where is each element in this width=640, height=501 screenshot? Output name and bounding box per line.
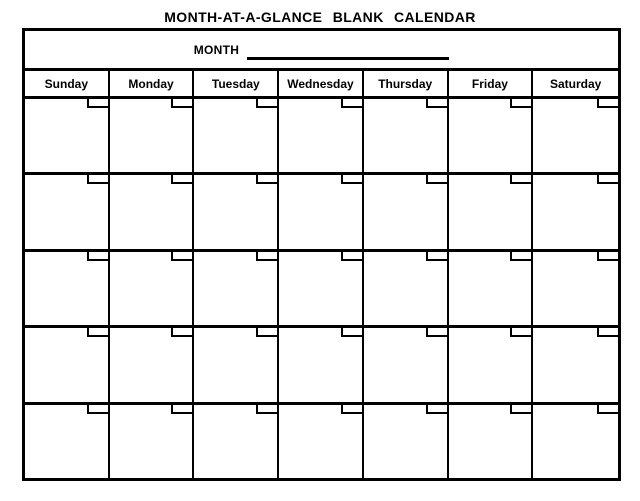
calendar-cell[interactable] (279, 328, 364, 401)
date-box[interactable] (171, 252, 192, 261)
calendar-cell[interactable] (110, 252, 195, 325)
calendar-cell[interactable] (279, 252, 364, 325)
calendar-cell[interactable] (25, 328, 110, 401)
calendar-cell[interactable] (533, 99, 618, 172)
calendar-cell[interactable] (110, 328, 195, 401)
date-box[interactable] (171, 405, 192, 414)
calendar-cell[interactable] (364, 175, 449, 248)
calendar-cell[interactable] (25, 405, 110, 478)
date-box[interactable] (256, 252, 277, 261)
date-box[interactable] (171, 175, 192, 184)
calendar-cell[interactable] (194, 175, 279, 248)
calendar-cell[interactable] (194, 328, 279, 401)
date-box[interactable] (341, 252, 362, 261)
calendar-cell[interactable] (194, 405, 279, 478)
calendar-cell[interactable] (364, 99, 449, 172)
week-row (25, 325, 618, 401)
calendar-cell[interactable] (364, 328, 449, 401)
date-box[interactable] (597, 328, 618, 337)
calendar-cell[interactable] (279, 175, 364, 248)
date-box[interactable] (256, 99, 277, 108)
date-box[interactable] (87, 328, 108, 337)
week-row (25, 402, 618, 478)
calendar-cell[interactable] (449, 175, 534, 248)
date-box[interactable] (87, 252, 108, 261)
date-box[interactable] (171, 328, 192, 337)
month-label: MONTH (193, 42, 240, 57)
calendar-cell[interactable] (194, 252, 279, 325)
calendar-cell[interactable] (25, 99, 110, 172)
calendar-cell[interactable] (449, 405, 534, 478)
calendar-cell[interactable] (279, 99, 364, 172)
date-box[interactable] (426, 252, 447, 261)
date-box[interactable] (597, 175, 618, 184)
calendar-cell[interactable] (449, 252, 534, 325)
day-header-wednesday: Wednesday (279, 71, 364, 96)
date-box[interactable] (341, 99, 362, 108)
calendar-cell[interactable] (194, 99, 279, 172)
week-row (25, 96, 618, 172)
calendar-cell[interactable] (364, 405, 449, 478)
date-box[interactable] (510, 405, 531, 414)
calendar-cell[interactable] (110, 405, 195, 478)
date-box[interactable] (510, 99, 531, 108)
calendar-cell[interactable] (25, 175, 110, 248)
month-input-line[interactable] (247, 46, 449, 60)
date-box[interactable] (510, 252, 531, 261)
day-header-tuesday: Tuesday (194, 71, 279, 96)
calendar-cell[interactable] (533, 175, 618, 248)
date-box[interactable] (87, 405, 108, 414)
month-row (25, 31, 618, 71)
calendar-cell[interactable] (533, 328, 618, 401)
date-box[interactable] (256, 175, 277, 184)
date-box[interactable] (341, 175, 362, 184)
calendar-cell[interactable] (449, 328, 534, 401)
day-header-thursday: Thursday (364, 71, 449, 96)
calendar-table (22, 28, 621, 481)
day-header-sunday: Sunday (25, 71, 110, 96)
date-box[interactable] (597, 99, 618, 108)
calendar-cell[interactable] (533, 252, 618, 325)
week-row (25, 172, 618, 248)
day-header-monday: Monday (110, 71, 195, 96)
date-box[interactable] (341, 328, 362, 337)
date-box[interactable] (426, 405, 447, 414)
date-box[interactable] (426, 328, 447, 337)
calendar-cell[interactable] (110, 99, 195, 172)
date-box[interactable] (341, 405, 362, 414)
calendar-cell[interactable] (533, 405, 618, 478)
day-header-row (25, 71, 618, 96)
week-row (25, 249, 618, 325)
calendar-cell[interactable] (25, 252, 110, 325)
date-box[interactable] (87, 175, 108, 184)
date-box[interactable] (597, 405, 618, 414)
date-box[interactable] (256, 405, 277, 414)
calendar-cell[interactable] (364, 252, 449, 325)
date-box[interactable] (171, 99, 192, 108)
calendar-cell[interactable] (449, 99, 534, 172)
date-box[interactable] (87, 99, 108, 108)
day-header-friday: Friday (449, 71, 534, 96)
weeks-grid (25, 96, 618, 478)
calendar-cell[interactable] (279, 405, 364, 478)
date-box[interactable] (426, 175, 447, 184)
calendar-cell[interactable] (110, 175, 195, 248)
page-title: MONTH-AT-A-GLANCE BLANK CALENDAR (164, 9, 476, 25)
date-box[interactable] (597, 252, 618, 261)
date-box[interactable] (510, 328, 531, 337)
date-box[interactable] (510, 175, 531, 184)
date-box[interactable] (256, 328, 277, 337)
date-box[interactable] (426, 99, 447, 108)
day-header-saturday: Saturday (549, 76, 602, 91)
